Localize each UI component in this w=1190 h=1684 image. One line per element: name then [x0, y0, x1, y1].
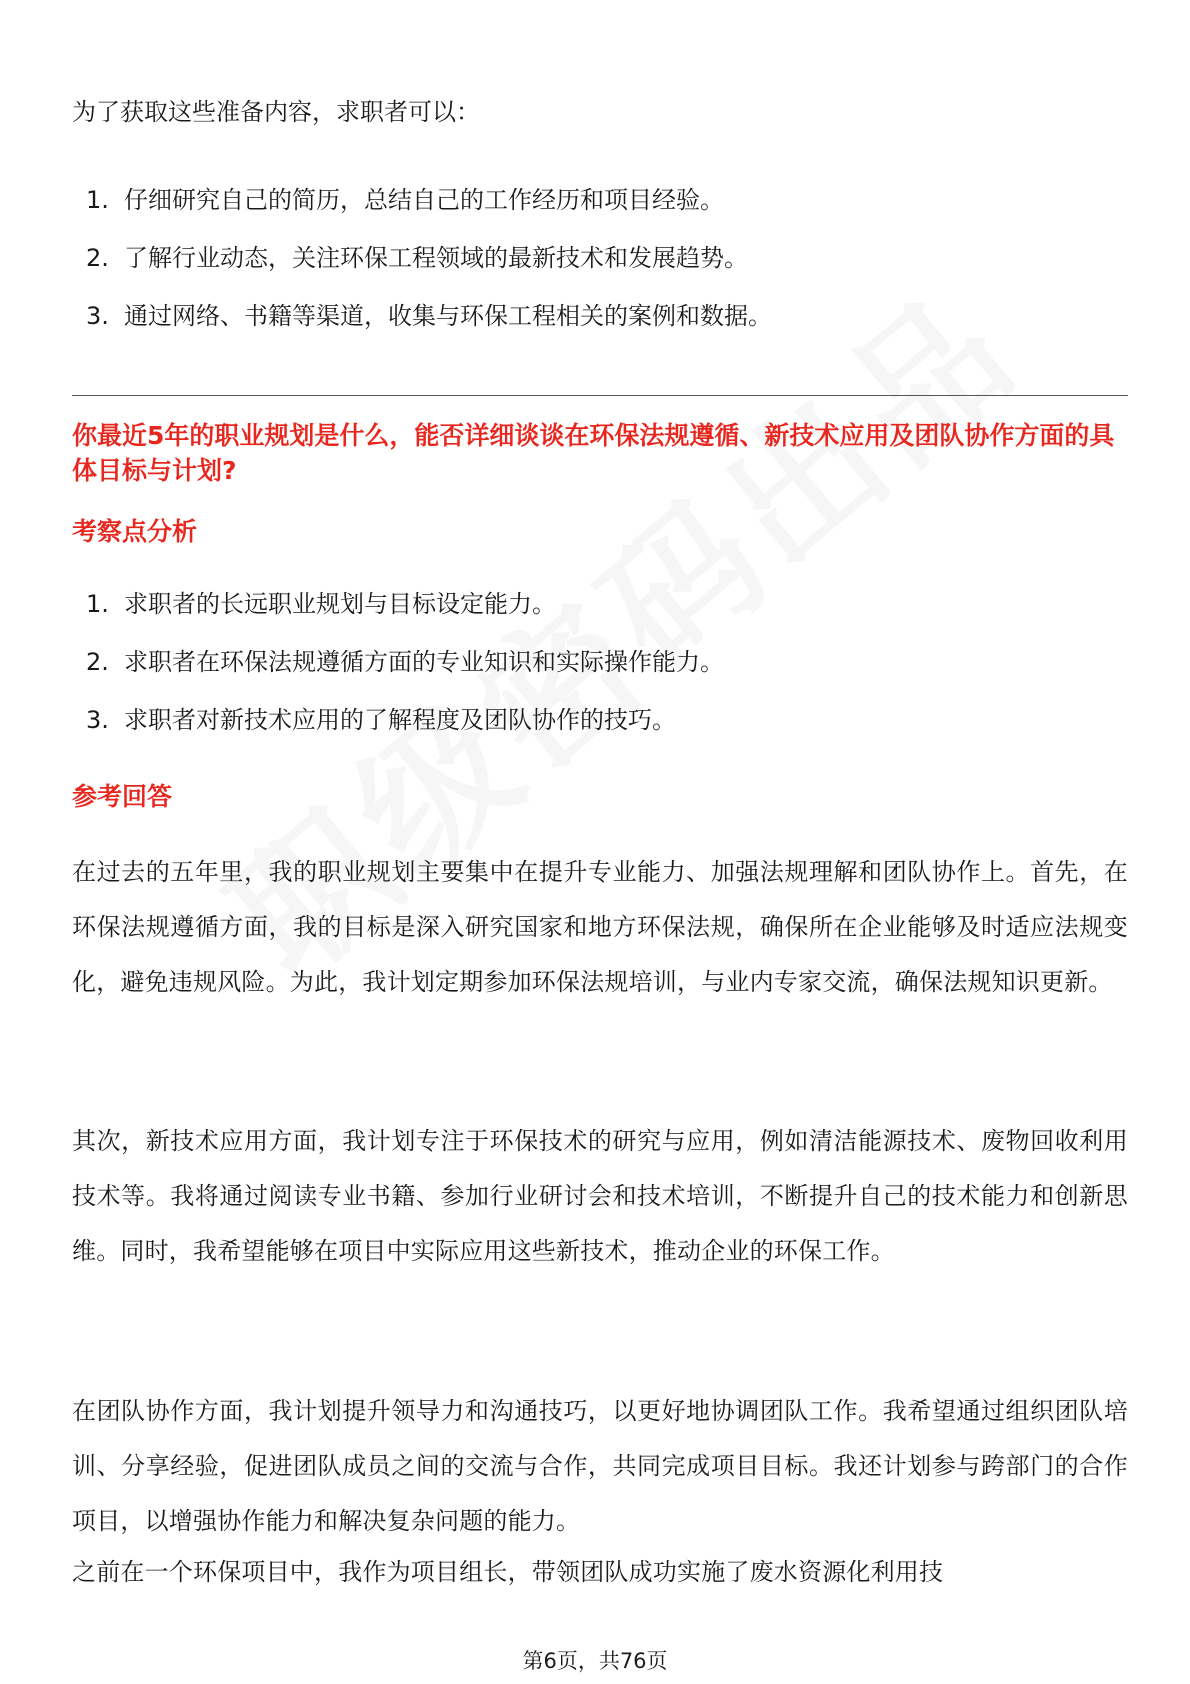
list-item — [72, 299, 772, 357]
list-item — [72, 703, 724, 761]
answer-paragraph: 之前在一个环保项目中，我作为项目组长，带领团队成功实施了废水资源化利用技 — [72, 1558, 944, 1586]
list-number: 3. — [86, 302, 109, 330]
intro-text: 为了获取这些准备内容，求职者可以： — [72, 98, 480, 126]
list-item-text: 仔细研究自己的简历，总结自己的工作经历和项目经验。 — [124, 186, 724, 214]
list-number: 2. — [86, 648, 109, 676]
list-item-text: 求职者对新技术应用的了解程度及团队协作的技巧。 — [124, 706, 676, 734]
list-item-text: 求职者在环保法规遵循方面的专业知识和实际操作能力。 — [124, 648, 724, 676]
list-number: 1. — [86, 590, 109, 618]
list-item — [72, 645, 724, 703]
section-divider — [72, 395, 1128, 396]
list-item — [72, 587, 724, 645]
list-number: 1. — [86, 186, 109, 214]
list-number: 2. — [86, 244, 109, 272]
list-item — [72, 183, 772, 241]
list-item-text: 通过网络、书籍等渠道，收集与环保工程相关的案例和数据。 — [124, 302, 772, 330]
answer-paragraph: 在团队协作方面，我计划提升领导力和沟通技巧，以更好地协调团队工作。我希望通过组织团队培训、分享经验，促进团队成员之间的交流与合作，共同完成项目目标。我还计划参与跨部门的合作项目，以增强协作能力和解决复杂问题的能力。 — [72, 1397, 1128, 1535]
list-item-text: 了解行业动态，关注环保工程领域的最新技术和发展趋势。 — [124, 244, 748, 272]
answer-heading: 参考回答 — [72, 782, 173, 811]
answer-paragraph: 在过去的五年里，我的职业规划主要集中在提升专业能力、加强法规理解和团队协作上。首先，在环保法规遵循方面，我的目标是深入研究国家和地方环保法规，确保所在企业能够及时适应法规变化，避免违规风险。为此，我计划定期参加环保法规培训，与业内专家交流，确保法规知识更新。 — [72, 858, 1128, 996]
answer-paragraph: 其次，新技术应用方面，我计划专注于环保技术的研究与应用，例如清洁能源技术、废物回收利用技术等。我将通过阅读专业书籍、参加行业研讨会和技术培训，不断提升自己的技术能力和创新思维。同时，我希望能够在项目中实际应用这些新技术，推动企业的环保工作。 — [72, 1127, 1128, 1265]
page-number: 第6页，共76页 — [522, 1649, 668, 1673]
list-number: 3. — [86, 706, 109, 734]
analysis-list — [72, 587, 724, 761]
list-item-text: 求职者的长远职业规划与目标设定能力。 — [124, 590, 556, 618]
prep-list — [72, 183, 772, 357]
analysis-heading: 考察点分析 — [72, 517, 198, 546]
list-item — [72, 241, 772, 299]
question-heading: 你最近5年的职业规划是什么，能否详细谈谈在环保法规遵循、新技术应用及团队协作方面的具体目标与计划? — [72, 421, 1115, 485]
